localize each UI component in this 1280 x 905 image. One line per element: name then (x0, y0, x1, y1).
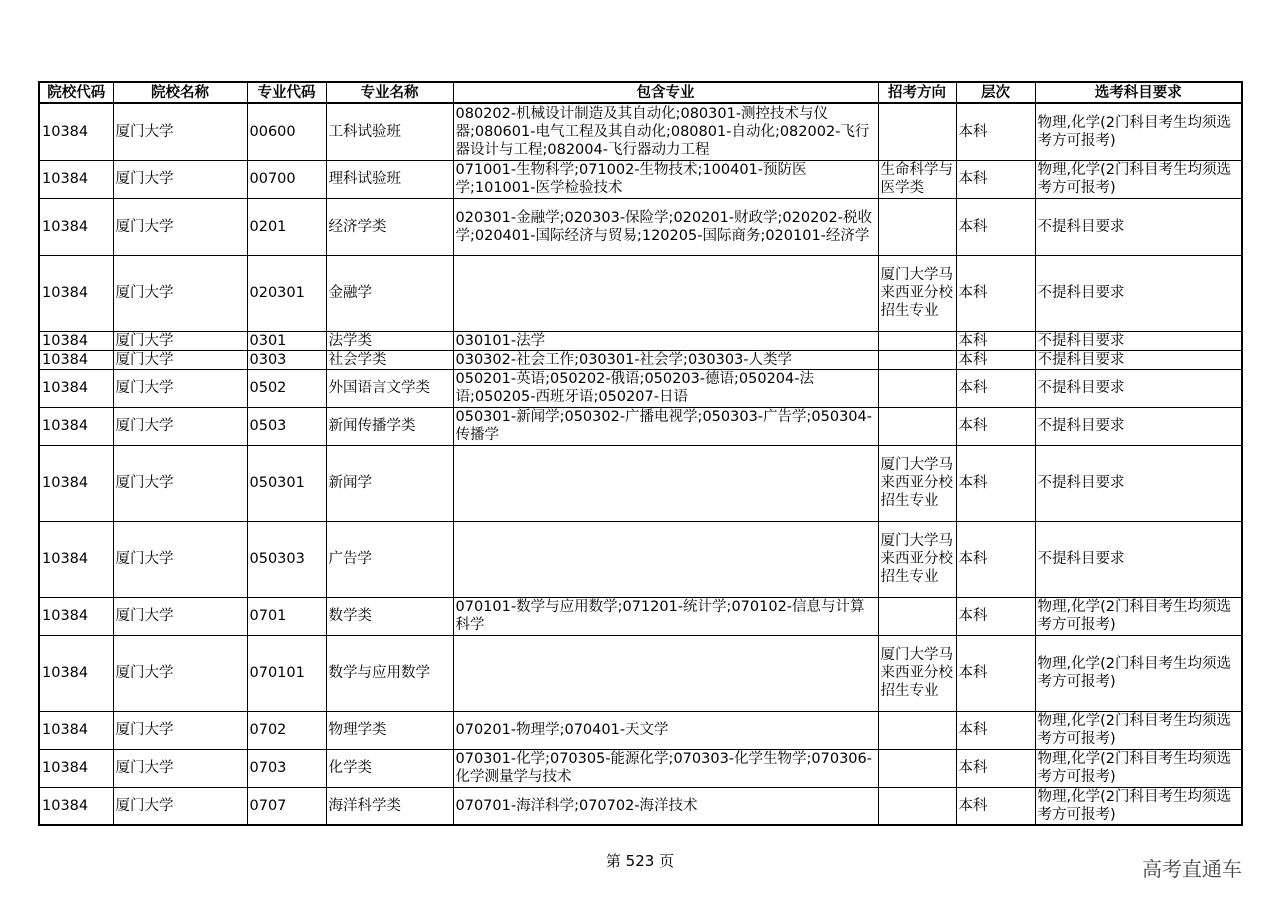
cell-included-majors: 050201-英语;050202-俄语;050203-德语;050204-法语;050205-西班牙语;050207-日语 (453, 369, 878, 407)
cell-school-code: 10384 (39, 711, 113, 749)
cell-school-code: 10384 (39, 255, 113, 331)
cell-included-majors: 070101-数学与应用数学;071201-统计学;070102-信息与计算科学 (453, 597, 878, 635)
table-row (39, 635, 1242, 711)
cell-direction: 厦门大学马来西亚分校招生专业 (878, 445, 956, 521)
cell-major-code: 0707 (247, 787, 326, 825)
cell-level: 本科 (956, 635, 1035, 711)
table-row (39, 749, 1242, 787)
cell-included-majors (453, 255, 878, 331)
cell-level: 本科 (956, 255, 1035, 331)
cell-major-code: 0503 (247, 407, 326, 445)
cell-major-name: 理科试验班 (326, 160, 453, 198)
cell-major-name: 新闻传播学类 (326, 407, 453, 445)
cell-subject-req: 不提科目要求 (1035, 521, 1242, 597)
cell-subject-req: 物理,化学(2门科目考生均须选考方可报考) (1035, 635, 1242, 711)
cell-included-majors: 080202-机械设计制造及其自动化;080301-测控技术与仪器;080601-电气工程及其自动化;080801-自动化;082002-飞行器设计与工程;082004-飞行器动力工程 (453, 103, 878, 160)
cell-subject-req: 不提科目要求 (1035, 255, 1242, 331)
cell-subject-req: 物理,化学(2门科目考生均须选考方可报考) (1035, 749, 1242, 787)
cell-included-majors: 070201-物理学;070401-天文学 (453, 711, 878, 749)
cell-major-name: 法学类 (326, 331, 453, 350)
cell-direction: 生命科学与医学类 (878, 160, 956, 198)
cell-included-majors: 030302-社会工作;030301-社会学;030303-人类学 (453, 350, 878, 369)
cell-school-name: 厦门大学 (113, 407, 247, 445)
table-row (39, 521, 1242, 597)
cell-school-name: 厦门大学 (113, 749, 247, 787)
cell-level: 本科 (956, 160, 1035, 198)
table-row (39, 198, 1242, 255)
watermark: 高考直通车 (1142, 857, 1242, 881)
cell-level: 本科 (956, 597, 1035, 635)
cell-direction (878, 597, 956, 635)
cell-major-code: 070101 (247, 635, 326, 711)
table-row (39, 445, 1242, 521)
cell-included-majors: 071001-生物科学;071002-生物技术;100401-预防医学;101001-医学检验技术 (453, 160, 878, 198)
cell-level: 本科 (956, 711, 1035, 749)
page-number: 第 523 页 (605, 852, 675, 870)
cell-school-code: 10384 (39, 103, 113, 160)
cell-level: 本科 (956, 103, 1035, 160)
cell-school-name: 厦门大学 (113, 255, 247, 331)
cell-major-name: 工科试验班 (326, 103, 453, 160)
cell-included-majors (453, 635, 878, 711)
cell-included-majors: 070301-化学;070305-能源化学;070303-化学生物学;070306-化学测量学与技术 (453, 749, 878, 787)
cell-direction (878, 350, 956, 369)
col-header-major-code: 专业代码 (247, 82, 326, 103)
cell-major-code: 0702 (247, 711, 326, 749)
col-header-school-code: 院校代码 (39, 82, 113, 103)
cell-subject-req: 不提科目要求 (1035, 445, 1242, 521)
cell-included-majors (453, 445, 878, 521)
cell-school-code: 10384 (39, 635, 113, 711)
cell-direction (878, 103, 956, 160)
table-row (39, 160, 1242, 198)
cell-school-name: 厦门大学 (113, 331, 247, 350)
table-row (39, 711, 1242, 749)
cell-included-majors (453, 521, 878, 597)
table-row (39, 407, 1242, 445)
cell-school-name: 厦门大学 (113, 160, 247, 198)
cell-school-name: 厦门大学 (113, 445, 247, 521)
cell-major-code: 050301 (247, 445, 326, 521)
cell-included-majors: 020301-金融学;020303-保险学;020201-财政学;020202-税收学;020401-国际经济与贸易;120205-国际商务;020101-经济学 (453, 198, 878, 255)
cell-level: 本科 (956, 445, 1035, 521)
cell-included-majors: 030101-法学 (453, 331, 878, 350)
cell-school-name: 厦门大学 (113, 711, 247, 749)
cell-major-code: 0502 (247, 369, 326, 407)
cell-major-code: 0703 (247, 749, 326, 787)
cell-level: 本科 (956, 407, 1035, 445)
cell-major-code: 00700 (247, 160, 326, 198)
cell-included-majors: 050301-新闻学;050302-广播电视学;050303-广告学;050304-传播学 (453, 407, 878, 445)
table-row (39, 331, 1242, 350)
col-header-school-name: 院校名称 (113, 82, 247, 103)
cell-major-name: 化学类 (326, 749, 453, 787)
cell-direction (878, 407, 956, 445)
cell-school-name: 厦门大学 (113, 635, 247, 711)
cell-direction (878, 711, 956, 749)
cell-level: 本科 (956, 350, 1035, 369)
cell-school-code: 10384 (39, 350, 113, 369)
table-row (39, 350, 1242, 369)
table-row (39, 597, 1242, 635)
cell-subject-req: 物理,化学(2门科目考生均须选考方可报考) (1035, 103, 1242, 160)
cell-school-name: 厦门大学 (113, 521, 247, 597)
cell-level: 本科 (956, 787, 1035, 825)
table-row (39, 787, 1242, 825)
cell-direction (878, 369, 956, 407)
cell-school-code: 10384 (39, 331, 113, 350)
cell-major-code: 0701 (247, 597, 326, 635)
cell-major-code: 00600 (247, 103, 326, 160)
cell-major-code: 050303 (247, 521, 326, 597)
col-header-major-name: 专业名称 (326, 82, 453, 103)
cell-major-code: 020301 (247, 255, 326, 331)
col-header-direction: 招考方向 (878, 82, 956, 103)
cell-subject-req: 不提科目要求 (1035, 350, 1242, 369)
cell-major-name: 广告学 (326, 521, 453, 597)
cell-major-code: 0303 (247, 350, 326, 369)
cell-direction: 厦门大学马来西亚分校招生专业 (878, 635, 956, 711)
cell-school-code: 10384 (39, 407, 113, 445)
cell-level: 本科 (956, 369, 1035, 407)
cell-subject-req: 物理,化学(2门科目考生均须选考方可报考) (1035, 711, 1242, 749)
cell-major-name: 数学类 (326, 597, 453, 635)
table-row (39, 369, 1242, 407)
cell-major-name: 经济学类 (326, 198, 453, 255)
cell-major-name: 物理学类 (326, 711, 453, 749)
cell-school-code: 10384 (39, 787, 113, 825)
cell-major-code: 0301 (247, 331, 326, 350)
cell-level: 本科 (956, 331, 1035, 350)
col-header-subject-req: 选考科目要求 (1035, 82, 1242, 103)
cell-school-code: 10384 (39, 198, 113, 255)
cell-school-code: 10384 (39, 597, 113, 635)
cell-direction (878, 331, 956, 350)
cell-level: 本科 (956, 749, 1035, 787)
cell-school-name: 厦门大学 (113, 597, 247, 635)
col-header-included-majors: 包含专业 (453, 82, 878, 103)
cell-major-code: 0201 (247, 198, 326, 255)
cell-major-name: 数学与应用数学 (326, 635, 453, 711)
cell-direction (878, 749, 956, 787)
cell-major-name: 海洋科学类 (326, 787, 453, 825)
col-header-level: 层次 (956, 82, 1035, 103)
cell-school-name: 厦门大学 (113, 350, 247, 369)
cell-major-name: 金融学 (326, 255, 453, 331)
cell-subject-req: 不提科目要求 (1035, 198, 1242, 255)
cell-major-name: 外国语言文学类 (326, 369, 453, 407)
cell-school-code: 10384 (39, 445, 113, 521)
cell-level: 本科 (956, 521, 1035, 597)
cell-school-code: 10384 (39, 160, 113, 198)
cell-direction: 厦门大学马来西亚分校招生专业 (878, 521, 956, 597)
cell-school-code: 10384 (39, 369, 113, 407)
cell-school-name: 厦门大学 (113, 103, 247, 160)
cell-subject-req: 物理,化学(2门科目考生均须选考方可报考) (1035, 787, 1242, 825)
admission-table (38, 81, 1243, 826)
cell-major-name: 社会学类 (326, 350, 453, 369)
cell-subject-req: 不提科目要求 (1035, 331, 1242, 350)
header-row (39, 82, 1242, 103)
cell-direction (878, 787, 956, 825)
cell-school-name: 厦门大学 (113, 198, 247, 255)
cell-subject-req: 不提科目要求 (1035, 369, 1242, 407)
cell-major-name: 新闻学 (326, 445, 453, 521)
cell-direction: 厦门大学马来西亚分校招生专业 (878, 255, 956, 331)
cell-included-majors: 070701-海洋科学;070702-海洋技术 (453, 787, 878, 825)
table-row (39, 255, 1242, 331)
cell-school-name: 厦门大学 (113, 369, 247, 407)
table-row (39, 103, 1242, 160)
cell-level: 本科 (956, 198, 1035, 255)
cell-school-code: 10384 (39, 521, 113, 597)
cell-direction (878, 198, 956, 255)
cell-subject-req: 物理,化学(2门科目考生均须选考方可报考) (1035, 160, 1242, 198)
cell-subject-req: 不提科目要求 (1035, 407, 1242, 445)
cell-subject-req: 物理,化学(2门科目考生均须选考方可报考) (1035, 597, 1242, 635)
cell-school-code: 10384 (39, 749, 113, 787)
cell-school-name: 厦门大学 (113, 787, 247, 825)
